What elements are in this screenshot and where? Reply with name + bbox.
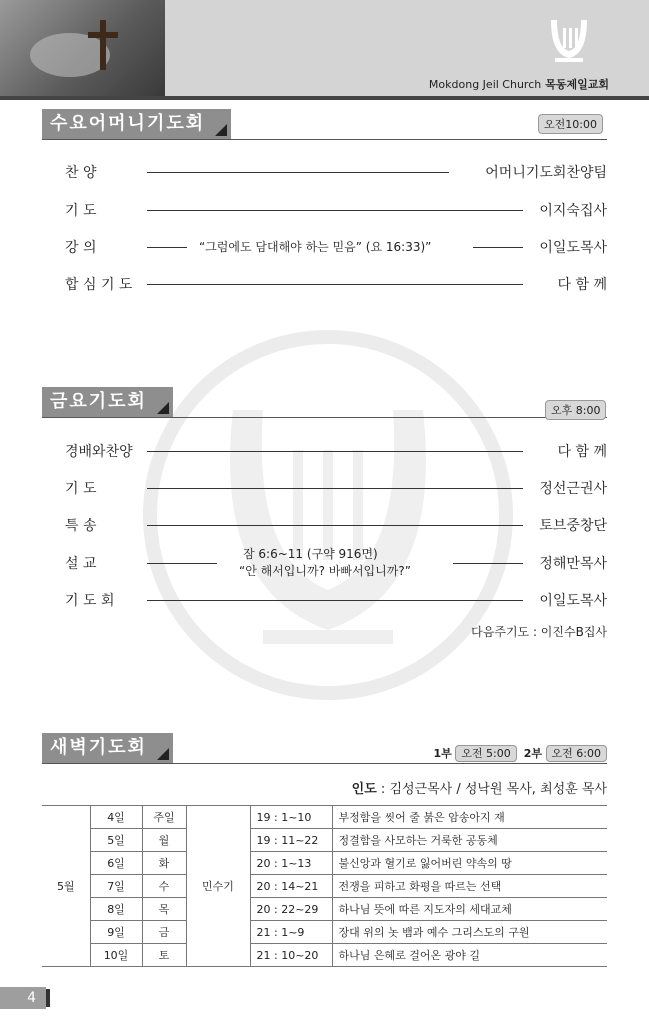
section-divider bbox=[42, 763, 607, 764]
section-divider bbox=[42, 417, 607, 418]
wednesday-row: 강 의 “그럼에도 담대해야 하는 믿음” (요 16:33)” 이일도목사 bbox=[65, 240, 607, 256]
wednesday-row: 찬 양 어머니기도회찬양팀 bbox=[65, 165, 607, 181]
month-cell: 5월 bbox=[42, 806, 90, 967]
dawn-schedule-table bbox=[42, 805, 607, 967]
friday-title: 금요기도회 bbox=[42, 387, 173, 417]
praying-hands-photo bbox=[0, 0, 165, 96]
church-name bbox=[429, 76, 609, 92]
table-row: 6일 화 20 : 1~13 불신앙과 혈기로 잃어버린 약속의 땅 bbox=[42, 852, 607, 875]
church-name-en: Mokdong Jeil Church bbox=[428, 78, 542, 91]
table-row: 9일 금 21 : 1~9 장대 위의 놋 뱀과 예수 그리스도의 구원 bbox=[42, 921, 607, 944]
table-row: 8일 목 20 : 22~29 하나님 뜻에 따른 지도자의 세대교체 bbox=[42, 898, 607, 921]
header-bar bbox=[0, 96, 649, 100]
table-row: 7일 수 20 : 14~21 전쟁을 피하고 화평을 따르는 선택 bbox=[42, 875, 607, 898]
table-row: 5월 4일 주일 민수기 19 : 1~10 부정함을 씻어 줄 붉은 암송아지 재 bbox=[42, 806, 607, 829]
dawn-times: 1부 오전 5:00 2부 오전 6:00 bbox=[434, 745, 607, 761]
page-header bbox=[0, 0, 649, 96]
section-divider bbox=[42, 139, 607, 140]
church-name-kr: 목동제일교회 bbox=[545, 78, 609, 91]
page-number: 4 bbox=[0, 987, 46, 1009]
friday-row: 기 도 정선근권사 bbox=[65, 481, 607, 497]
table-row: 5일 월 19 : 11~22 정결함을 사모하는 거룩한 공동체 bbox=[42, 829, 607, 852]
table-row: 10일 토 21 : 10~20 하나님 은혜로 걸어온 광야 길 bbox=[42, 944, 607, 967]
lyre-logo-icon bbox=[545, 14, 593, 64]
wednesday-row: 기 도 이지숙집사 bbox=[65, 203, 607, 219]
wednesday-row: 합 심 기 도 다 함 께 bbox=[65, 277, 607, 293]
friday-row: 특 송 토브중창단 bbox=[65, 518, 607, 534]
friday-row: 기 도 회 이일도목사 bbox=[65, 593, 607, 609]
dawn-leaders: 인도 : 김성근목사 / 성낙원 목사, 최성훈 목사 bbox=[351, 782, 607, 797]
praying-hands-icon bbox=[0, 0, 165, 96]
dawn-title: 새벽기도회 bbox=[42, 733, 173, 763]
page-number-bar bbox=[46, 989, 50, 1007]
friday-time-badge: 오후 8:00 bbox=[545, 400, 606, 420]
wednesday-title: 수요어머니기도회 bbox=[42, 109, 231, 139]
next-week-prayer: 다음주기도 : 이진수B집사 bbox=[471, 625, 607, 639]
friday-row: 경배와찬양 다 함 께 bbox=[65, 444, 607, 460]
wednesday-time-badge: 오전10:00 bbox=[538, 114, 603, 134]
book-cell: 민수기 bbox=[186, 806, 250, 967]
friday-row: 설 교 잠 6:6~11 (구약 916면) “안 해서입니까? 바빠서입니까?” 정해만목사 bbox=[65, 547, 607, 578]
